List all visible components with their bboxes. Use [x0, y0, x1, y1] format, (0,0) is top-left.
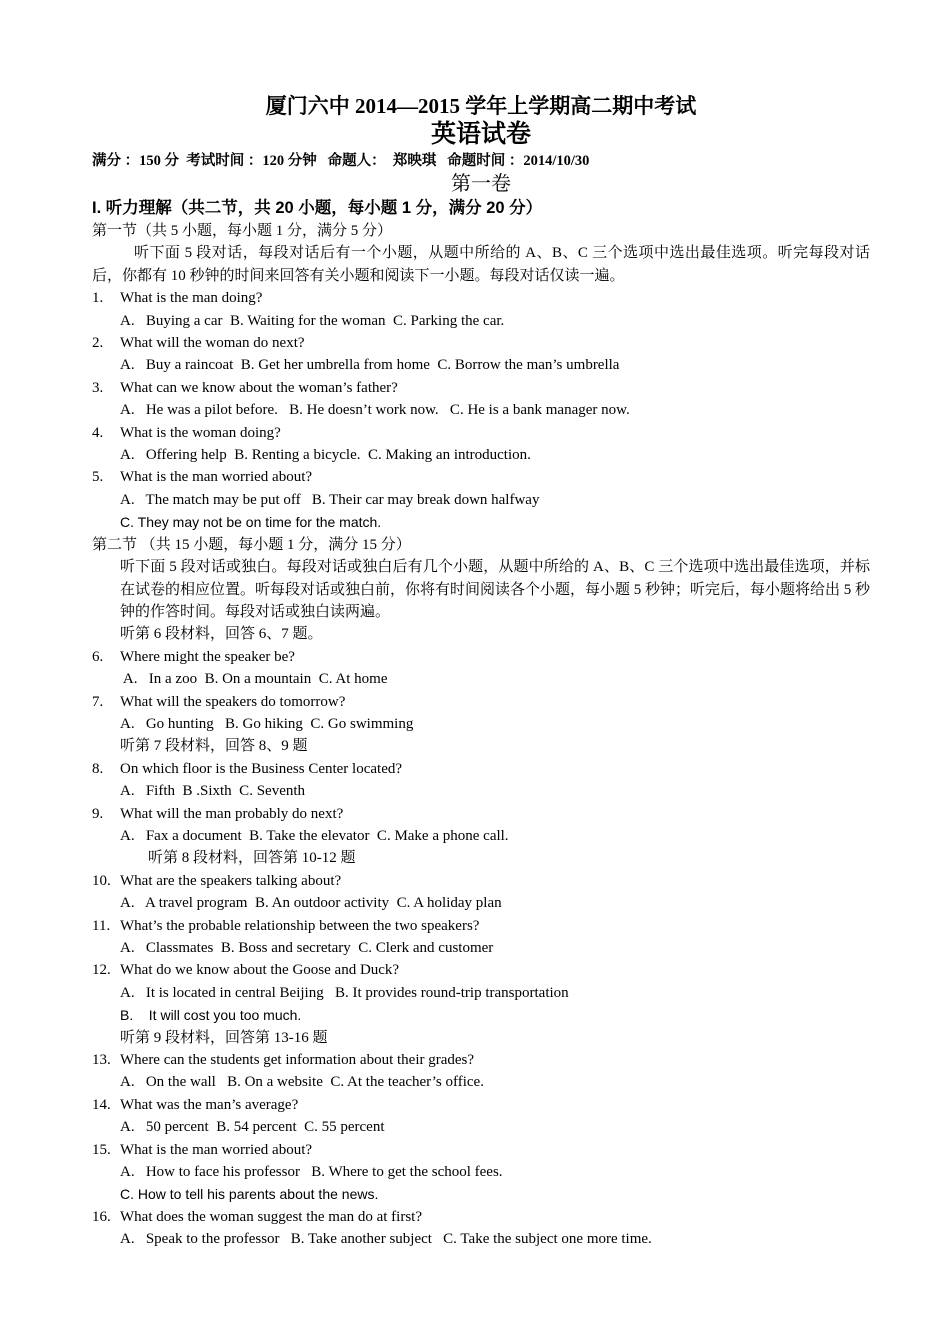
volume-heading: 第一卷	[451, 173, 511, 195]
question-text: What is the man doing?	[120, 290, 263, 307]
question-options-extra: C. How to tell his parents about the news.	[120, 1186, 379, 1203]
question-options: A. Buy a raincoat B. Get her umbrella from home C. Borrow the man’s umbrella	[120, 357, 620, 374]
question-options: A. Offering help B. Renting a bicycle. C. Making an introduction.	[120, 447, 531, 464]
question-text: What will the man probably do next?	[120, 805, 344, 822]
question-number: 3.	[92, 379, 104, 396]
question-4	[92, 422, 870, 444]
question-options: A. Classmates B. Boss and secretary C. Clerk and customer	[120, 940, 494, 956]
question-9	[92, 803, 870, 825]
question-12	[92, 959, 870, 981]
question-number: 8.	[92, 760, 104, 777]
section2-instructions: 听下面 5 段对话或独白。每段对话或独白后有几个小题，从题中所给的 A、B、C 三个选项中选出最佳选项，并标在试卷的相应位置。听每段对话或独白前，你将有时间阅读各个小题，每小题 5 秒钟；听完后，每小题将给出 5 秒钟的作答时间。每段对话或独白读两遍。	[120, 559, 871, 620]
question-3	[92, 377, 870, 399]
question-text: Where can the students get information about their grades?	[120, 1052, 475, 1069]
question-options: A. Buying a car B. Waiting for the woman C. Parking the car.	[120, 312, 505, 329]
question-text: What do we know about the Goose and Duck?	[120, 962, 400, 979]
material-heading: 听第 8 段材料，回答第 10-12 题	[148, 850, 356, 867]
question-2	[92, 332, 870, 354]
question-text: What can we know about the woman’s father?	[120, 379, 398, 396]
exam-page	[92, 92, 870, 1251]
question-number: 2.	[92, 335, 104, 352]
part-heading: I. 听力理解（共二节，共 20 小题，每小题 1 分，满分 20 分）	[92, 199, 543, 217]
question-options: A. Fax a document B. Take the elevator C. Make a phone call.	[120, 827, 509, 844]
question-15	[92, 1139, 870, 1161]
question-options: A. He was a pilot before. B. He doesn’t work now. C. He is a bank manager now.	[120, 402, 630, 419]
question-number: 7.	[92, 693, 104, 710]
question-6	[92, 646, 870, 668]
question-number: 15.	[92, 1141, 111, 1158]
question-number: 13.	[92, 1052, 111, 1069]
question-options: A. A travel program B. An outdoor activity C. A holiday plan	[120, 895, 502, 912]
question-options: A. The match may be put off B. Their car may break down halfway	[120, 491, 540, 508]
exam-meta: 满分 ：150 分 考试时间 ：120 分钟 命题人： 郑映琪 命题时间 ：2014/10/30	[92, 153, 590, 169]
question-16	[92, 1206, 870, 1228]
question-number: 6.	[92, 648, 104, 665]
question-7	[92, 691, 870, 713]
exam-subject: 英语试卷	[430, 121, 531, 148]
section1-heading: 第一节（共 5 小题，每小题 1 分，满分 5 分）	[92, 223, 393, 239]
question-number: 10.	[92, 872, 111, 889]
question-options: A. Speak to the professor B. Take another subject C. Take the subject one more time.	[120, 1231, 652, 1248]
material-heading: 听第 7 段材料，回答 8、9 题	[120, 738, 308, 755]
question-options: A. Fifth B .Sixth C. Seventh	[120, 783, 306, 800]
question-number: 4.	[92, 424, 104, 441]
question-1	[92, 287, 870, 309]
question-10	[92, 870, 870, 892]
question-text: On which floor is the Business Center located?	[120, 760, 403, 777]
question-text: What will the speakers do tomorrow?	[120, 693, 346, 710]
question-options: A. It is located in central Beijing B. It provides round-trip transportation	[120, 984, 569, 1001]
question-text: What does the woman suggest the man do at first?	[120, 1208, 423, 1225]
question-options-extra: B. It will cost you too much.	[120, 1007, 302, 1024]
question-5	[92, 466, 870, 488]
question-14	[92, 1094, 870, 1116]
question-text: What is the man worried about?	[120, 1141, 313, 1158]
question-options-extra: C. They may not be on time for the match.	[120, 514, 382, 531]
material-heading: 听第 9 段材料，回答第 13-16 题	[120, 1029, 328, 1046]
section2-heading: 第二节 （共 15 小题，每小题 1 分，满分 15 分）	[92, 536, 411, 553]
question-11	[92, 915, 870, 937]
question-text: What are the speakers talking about?	[120, 872, 342, 889]
question-number: 12.	[92, 962, 111, 979]
question-number: 14.	[92, 1096, 111, 1113]
question-text: What was the man’s average?	[120, 1096, 299, 1113]
question-options: A. In a zoo B. On a mountain C. At home	[120, 671, 388, 688]
question-text: What will the woman do next?	[120, 335, 305, 352]
question-text: Where might the speaker be?	[120, 648, 295, 665]
question-number: 9.	[92, 805, 104, 822]
question-options: A. How to face his professor B. Where to get the school fees.	[120, 1164, 503, 1181]
material-heading: 听第 6 段材料，回答 6、7 题。	[120, 626, 323, 643]
question-number: 5.	[92, 469, 104, 486]
question-number: 11.	[92, 917, 111, 934]
section1-instructions: 听下面 5 段对话，每段对话后有一个小题，从题中所给的 A、B、C 三个选项中选出最佳选项。听完每段对话后，你都有 10 秒钟的时间来回答有关小题和阅读下一小题。每段对话仅读一遍。	[92, 245, 870, 284]
question-number: 1.	[92, 290, 104, 307]
exam-title: 厦门六中 2014—2015 学年上学期高二期中考试	[265, 94, 697, 118]
question-text: What’s the probable relationship between the two speakers?	[120, 917, 480, 934]
question-text: What is the man worried about?	[120, 469, 313, 486]
question-text: What is the woman doing?	[120, 424, 281, 441]
question-number: 16.	[92, 1208, 111, 1225]
question-options: A. On the wall B. On a website C. At the teacher’s office.	[120, 1074, 484, 1091]
question-options: A. 50 percent B. 54 percent C. 55 percent	[120, 1119, 385, 1136]
question-13	[92, 1049, 870, 1071]
question-options: A. Go hunting B. Go hiking C. Go swimming	[120, 715, 414, 732]
question-8	[92, 758, 870, 780]
